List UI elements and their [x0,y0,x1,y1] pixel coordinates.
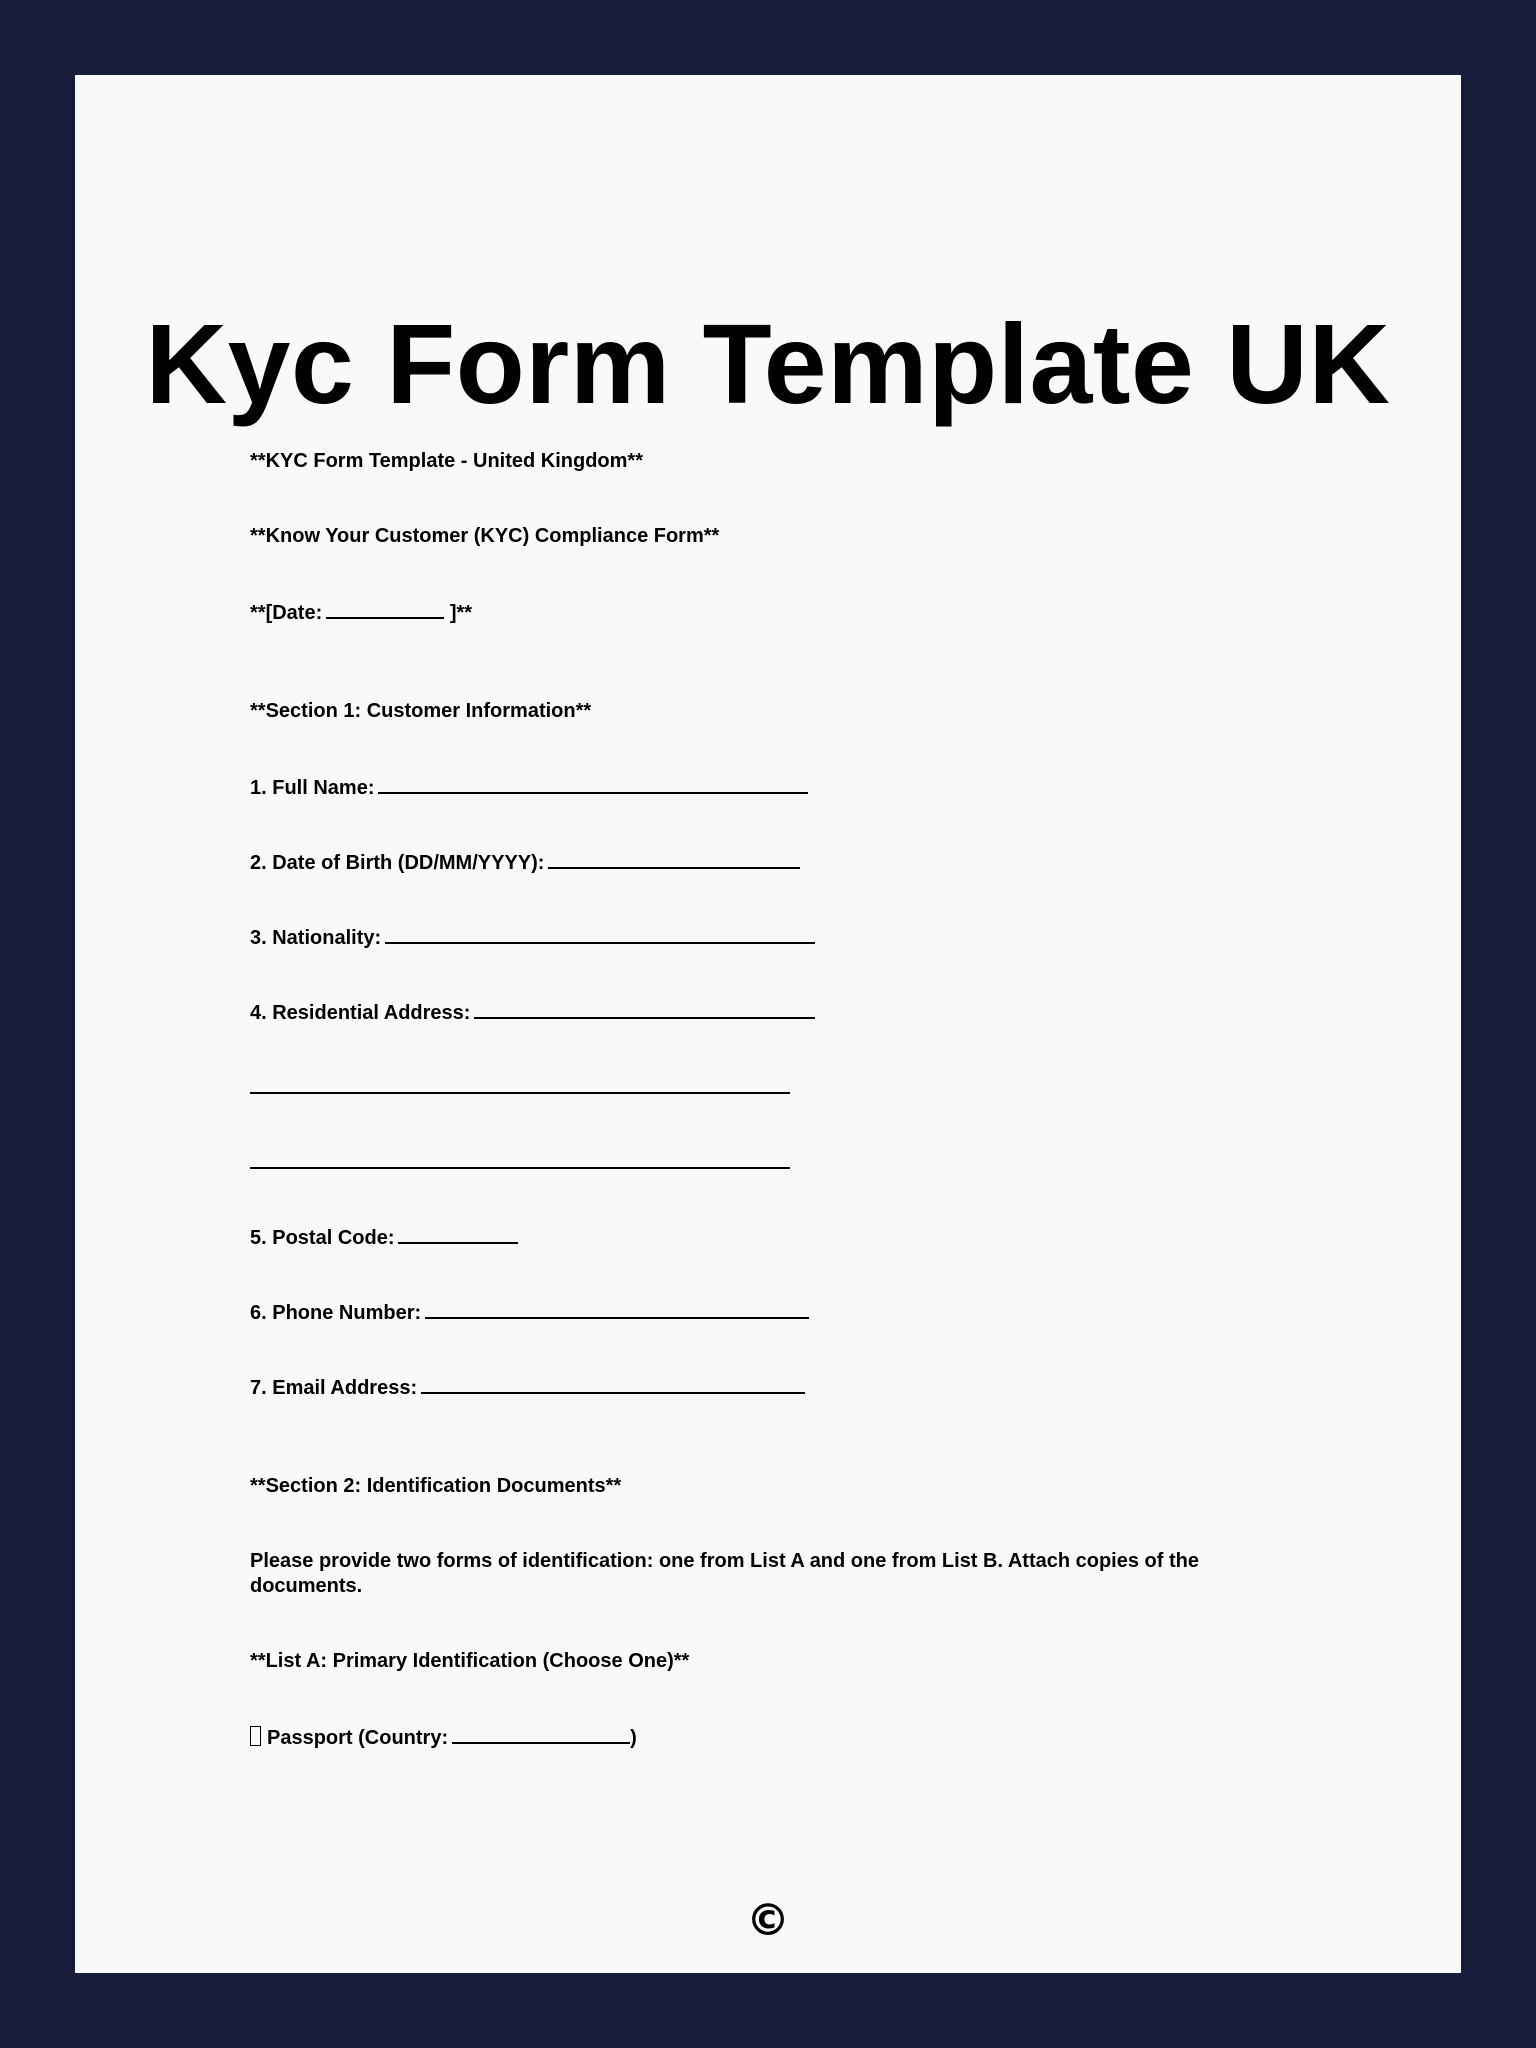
date-label: **[Date: [250,602,323,624]
date-close: ]** [449,602,473,624]
address-row-2 [250,1074,790,1101]
passport-close: ) [630,1727,637,1749]
phone-row [250,1299,809,1326]
copyright-icon: © [746,1895,790,1946]
passport-checkbox[interactable] [250,1726,261,1746]
address-field-line-1[interactable] [474,999,815,1019]
postal-code-row [250,1224,518,1251]
document-page [75,75,1461,1973]
passport-row [250,1724,637,1751]
address-field-line-3[interactable] [250,1149,790,1169]
passport-country-field[interactable] [452,1724,630,1744]
nationality-field[interactable] [385,924,815,944]
page-title: Kyc Form Template UK [145,301,1391,427]
full-name-label: 1. Full Name: [250,777,375,799]
dob-field[interactable] [548,849,800,869]
instructions-text: Please provide two forms of identification: one from List A and one from List B. Attach copies of the documents. [250,1550,1199,1597]
postal-code-field[interactable] [398,1224,518,1244]
dob-label: 2. Date of Birth (DD/MM/YYYY): [250,852,545,874]
postal-code-label: 5. Postal Code: [250,1227,395,1249]
full-name-field[interactable] [378,774,808,794]
nationality-label: 3. Nationality: [250,927,382,949]
date-row [250,599,472,626]
form-heading: **KYC Form Template - United Kingdom** [250,450,643,472]
passport-label: Passport (Country: [267,1727,449,1749]
email-row [250,1374,805,1401]
list-a-heading: **List A: Primary Identification (Choose One)** [250,1650,690,1672]
email-label: 7. Email Address: [250,1377,418,1399]
dob-row [250,849,800,876]
phone-field[interactable] [425,1299,809,1319]
address-row [250,999,815,1026]
section-1-heading: **Section 1: Customer Information** [250,700,592,722]
nationality-row [250,924,815,951]
full-name-row [250,774,808,801]
section-2-heading: **Section 2: Identification Documents** [250,1475,622,1497]
address-label: 4. Residential Address: [250,1002,471,1024]
phone-label: 6. Phone Number: [250,1302,422,1324]
address-row-3 [250,1149,790,1176]
form-subheading: **Know Your Customer (KYC) Compliance Form** [250,525,720,547]
email-field[interactable] [421,1374,805,1394]
date-field[interactable] [326,599,444,619]
address-field-line-2[interactable] [250,1074,790,1094]
